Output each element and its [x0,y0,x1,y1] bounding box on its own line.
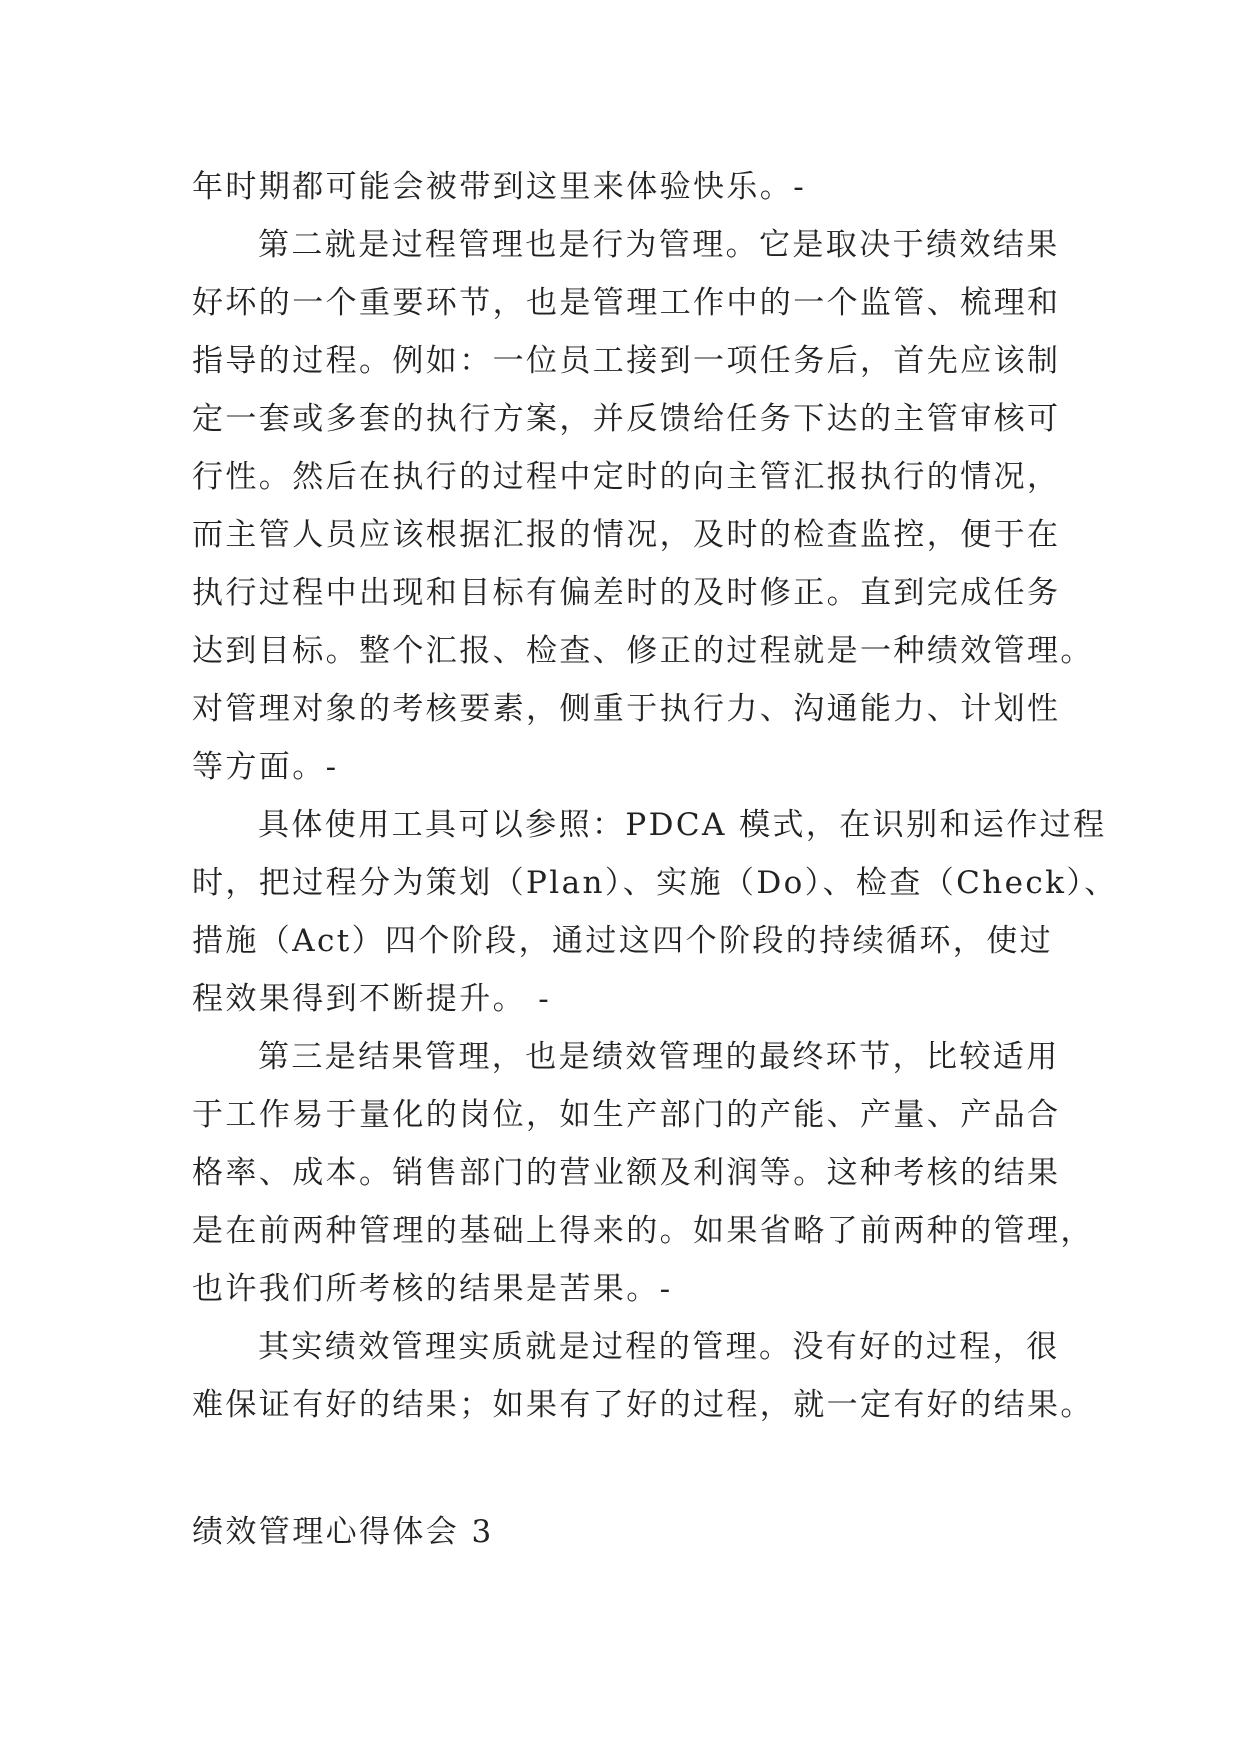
paragraph-line: 其实绩效管理实质就是过程的管理。没有好的过程，很 [258,1329,1060,1365]
section-heading: 绩效管理心得体会 3 [192,1514,494,1550]
paragraph-line: 指导的过程。例如：一位员工接到一项任务后，首先应该制 [192,343,1061,379]
paragraph-line: 程效果得到不断提升。 - [192,981,552,1017]
paragraph-line: 格率、成本。销售部门的营业额及利润等。这种考核的结果 [192,1155,1061,1191]
paragraph-line: 时，把过程分为策划（Plan）、实施（Do）、检查（Check）、 [192,865,1118,901]
paragraph-line: 也许我们所考核的结果是苦果。- [192,1271,673,1307]
paragraph-line: 达到目标。整个汇报、检查、修正的过程就是一种绩效管理。 [192,633,1094,669]
paragraph-line: 好坏的一个重要环节，也是管理工作中的一个监管、梳理和 [192,285,1061,321]
paragraph-line: 对管理对象的考核要素，侧重于执行力、沟通能力、计划性 [192,691,1061,727]
paragraph-line: 定一套或多套的执行方案，并反馈给任务下达的主管审核可 [192,401,1061,437]
paragraph-line: 是在前两种管理的基础上得来的。如果省略了前两种的管理， [192,1213,1094,1249]
paragraph-line: 措施（Act）四个阶段，通过这四个阶段的持续循环，使过 [192,923,1054,959]
paragraph-line: 等方面。- [192,749,339,785]
paragraph-line: 难保证有好的结果；如果有了好的过程，就一定有好的结果。 [192,1387,1094,1423]
paragraph-line: 第二就是过程管理也是行为管理。它是取决于绩效结果 [258,227,1060,263]
paragraph-line: 行性。然后在执行的过程中定时的向主管汇报执行的情况， [192,459,1061,495]
paragraph-line: 于工作易于量化的岗位，如生产部门的产能、产量、产品合 [192,1097,1061,1133]
paragraph-line: 而主管人员应该根据汇报的情况，及时的检查监控，便于在 [192,517,1061,553]
paragraph-line: 第三是结果管理，也是绩效管理的最终环节，比较适用 [258,1039,1060,1075]
paragraph-line: 年时期都可能会被带到这里来体验快乐。- [192,169,807,205]
paragraph-line: 具体使用工具可以参照：PDCA 模式，在识别和运作过程 [258,807,1107,843]
paragraph-line: 执行过程中出现和目标有偏差时的及时修正。直到完成任务 [192,575,1061,611]
